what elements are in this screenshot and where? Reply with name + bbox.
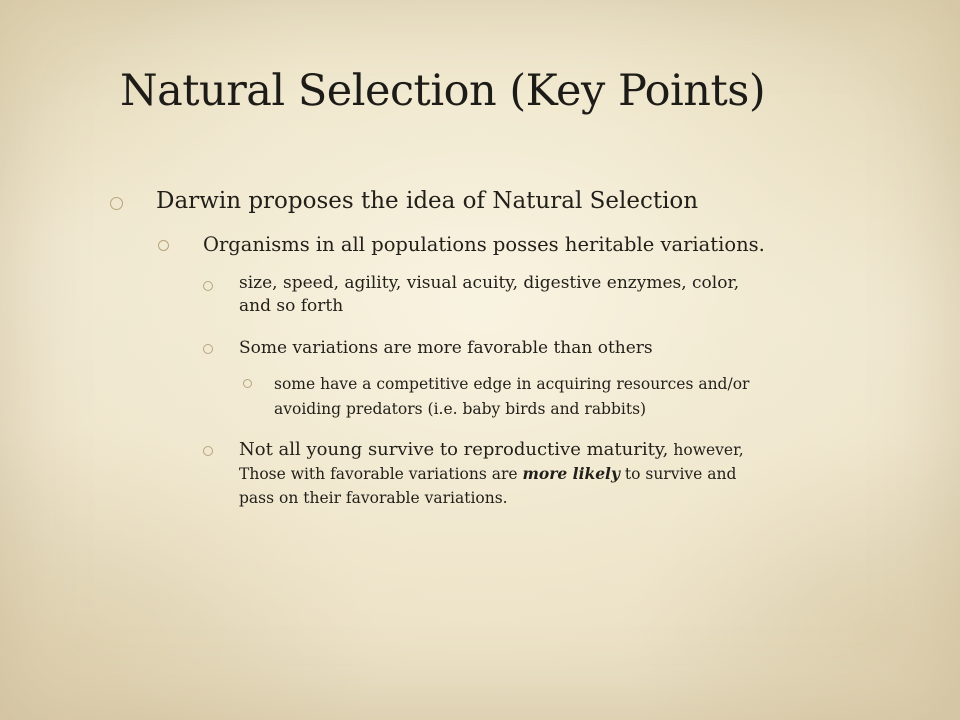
bullet-ring-icon	[203, 446, 213, 456]
line-text: to survive and	[619, 465, 737, 483]
line-text: Not all young survive to reproductive maturity,	[239, 439, 669, 460]
bullet-level4-line: avoiding predators (i.e. baby birds and rabbits)	[274, 400, 647, 418]
bullet-level3-line	[239, 462, 744, 486]
bullet-level3-line: and so forth	[239, 296, 344, 316]
bullet-ring-icon	[110, 197, 123, 210]
bullet-ring-icon	[203, 344, 213, 354]
bullet-level3-line: pass on their favorable variations.	[239, 489, 508, 507]
bullet-level3-text: Some variations are more favorable than others	[239, 338, 653, 358]
bullet-level1-text: Darwin proposes the idea of Natural Selection	[156, 188, 699, 214]
bullet-ring-icon	[158, 240, 169, 251]
bullet-level3-line	[239, 438, 744, 462]
slide-title: Natural Selection (Key Points)	[120, 66, 766, 116]
bullet-ring-icon	[203, 281, 213, 291]
line-text: Those with favorable variations are	[239, 465, 523, 483]
bullet-level2-text: Organisms in all populations posses heritable variations.	[203, 233, 765, 256]
bullet-level4-line: some have a competitive edge in acquiring resources and/or	[274, 375, 750, 393]
bullet-level4-text	[274, 372, 749, 422]
bullet-ring-icon	[243, 379, 252, 388]
emphasis-text: more likely	[522, 464, 620, 483]
line-text-small: however,	[673, 441, 744, 459]
bullet-level3-line: size, speed, agility, visual acuity, digestive enzymes, color,	[239, 273, 740, 293]
bullet-level3-text	[239, 438, 744, 510]
bullet-level3-text	[239, 272, 739, 318]
